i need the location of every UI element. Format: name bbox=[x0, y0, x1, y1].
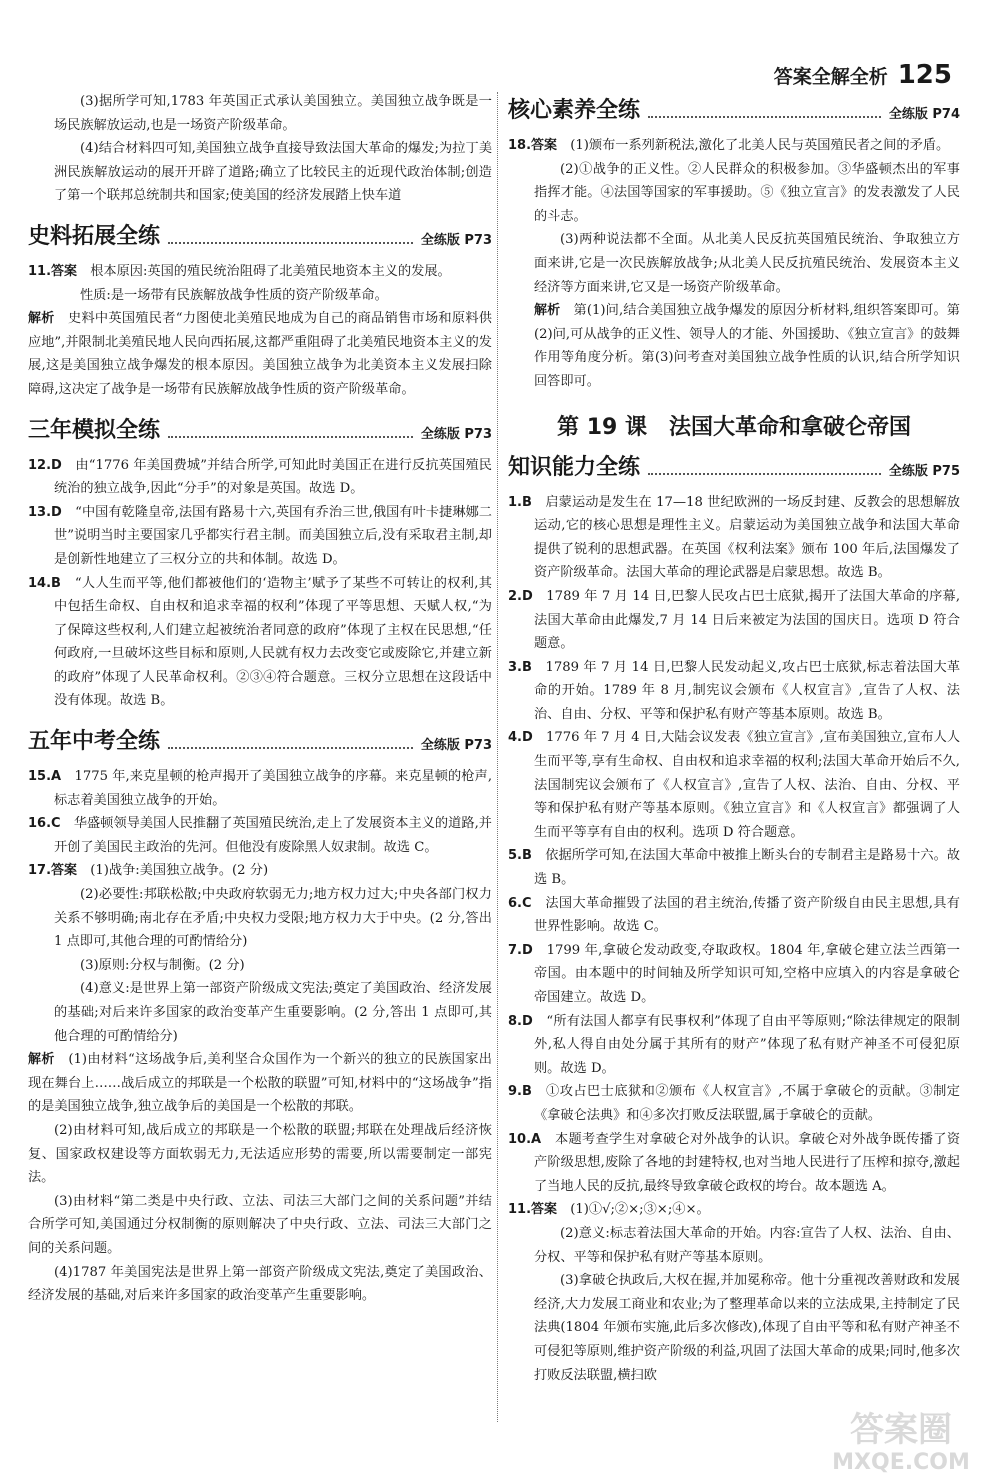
item-text: 依据所学可知,在法国大革命中被推上断头台的专制君主是路易十六。故选 B。 bbox=[534, 848, 960, 888]
analysis-text: (4)1787 年美国宪法是世界上第一部资产阶级成文宪法,奠定了美国政治、经济发展的基础,对后来许多国家的政治变革产生重要影响。 bbox=[28, 1264, 492, 1304]
item-number: 16.C bbox=[28, 816, 61, 832]
section-header bbox=[28, 410, 492, 444]
item-text: 启蒙运动是发生在 17—18 世纪欧洲的一场反封建、反教会的思想解放运动,它的核心思想是理性主义。启蒙运动为美国独立战争和法国大革命提供了锐利的思想武器。在英国《权利法案》颁布 100 年后,法国爆发了资产阶级革命。法国大革命的理论武器是启蒙思想。故选 B。 bbox=[534, 494, 960, 581]
column-divider bbox=[497, 92, 499, 1422]
analysis-text: 史料中英国殖民者“力图使北美殖民地成为自己的商品销售市场和原料供应地”,并限制北美殖民地人民向西拓展,这都严重阻碍了北美殖民地资本主义的发展,这是美国独立战争爆发的根本原因。美国独立战争为北美资本主义发展扫除障碍,这决定了战争是一场带有民族解放战争性质的资产阶级革命。 bbox=[28, 311, 492, 397]
section-leader-dots bbox=[168, 242, 413, 244]
section-leader-dots bbox=[648, 116, 881, 118]
answer-text: (4)意义:是世界上第一部资产阶级成文宪法;奠定了美国政治、经济发展的基础;对后来许多国家的政治变革产生重要影响。(2 分,答出 1 点即可,其他合理的可酌情给分) bbox=[54, 981, 492, 1044]
answer-item bbox=[508, 1080, 960, 1127]
answer-item bbox=[508, 585, 960, 656]
item-text: “中国有乾隆皇帝,法国有路易十六,英国有乔治三世,俄国有叶卡捷琳娜二世”说明当时主要国家几乎都实行君主制。而美国独立后,没有采取君主制,却是创新性地建立了三权分立的共和体制。故选 D。 bbox=[54, 504, 492, 567]
answer-item bbox=[508, 134, 960, 158]
answer-text: (2)①战争的正义性。②人民群众的积极参加。③华盛顿杰出的军事指挥才能。④法国等国家的军事援助。⑤《独立宣言》的发表激发了人民的斗志。 bbox=[534, 161, 960, 224]
watermark-url: MXQE.COM bbox=[832, 1450, 970, 1475]
answer-item bbox=[508, 939, 960, 1010]
header-title: 答案全解全析 bbox=[773, 66, 888, 88]
item-number: 17.答案 bbox=[28, 863, 78, 879]
answer-text: (2)意义:标志着法国大革命的开始。内容:宣告了人权、法治、自由、分权、平等和保护私有财产等基本原则。 bbox=[534, 1225, 960, 1265]
item-number: 12.D bbox=[28, 457, 62, 473]
item-number: 6.C bbox=[508, 895, 532, 911]
analysis bbox=[28, 1048, 492, 1119]
section-title: 知识能力全练 bbox=[508, 454, 641, 480]
item-text: 1775 年,来克星顿的枪声揭开了美国独立战争的序幕。来克星顿的枪声,标志着美国独立战争的开始。 bbox=[54, 769, 493, 808]
answer-item bbox=[508, 1010, 960, 1081]
section-leader-dots bbox=[168, 436, 413, 438]
answer-item bbox=[508, 892, 960, 939]
analysis-text: (2)由材料可知,战后成立的邦联是一个松散的联盟;邦联在处理战后经济恢复、国家政权建设等方面软弱无力,无法适应形势的需要,所以需要制定一部宪法。 bbox=[28, 1122, 492, 1186]
analysis-text: (1)由材料“这场战争后,美利坚合众国作为一个新兴的独立的民族国家出现在舞台上……战后成立的邦联是一个松散的联盟”可知,材料中的“这场战争”指的是美国独立战争,独立战争后的美国是一个松散的邦联。 bbox=[28, 1052, 492, 1115]
analysis bbox=[508, 299, 960, 393]
answer-item bbox=[28, 260, 492, 284]
right-column bbox=[508, 90, 960, 1387]
watermark-logo bbox=[806, 1403, 996, 1475]
analysis bbox=[28, 307, 492, 401]
answer-item bbox=[508, 726, 960, 844]
item-text: 本题考查学生对拿破仑对外战争的认识。拿破仑对外战争既传播了资产阶级思想,废除了各地的封建特权,也对当地人民进行了压榨和掠夺,激起了当地人民的反抗,最终导致拿破仑政权的垮台。故本题选 A。 bbox=[534, 1131, 961, 1194]
answer-item bbox=[28, 812, 492, 859]
answer-text: (3)原则:分权与制衡。(2 分) bbox=[80, 957, 245, 973]
item-text: “所有法国人都享有民事权利”体现了自由平等原则;“除法律规定的限制外,私人得自由处分属于其所有的财产”体现了私有财产神圣不可侵犯原则。故选 D。 bbox=[534, 1013, 960, 1076]
item-text: 根本原因:英国的殖民统治阻碍了北美殖民地资本主义的发展。 bbox=[90, 263, 451, 279]
left-column bbox=[28, 90, 492, 1308]
item-number: 11.答案 bbox=[28, 263, 78, 279]
analysis-label: 解析 bbox=[28, 311, 55, 327]
section-leader-dots bbox=[168, 747, 413, 749]
analysis-label: 解析 bbox=[534, 303, 561, 319]
section-tag: 全练版 P74 bbox=[888, 107, 960, 122]
section-tag: 全练版 P73 bbox=[420, 232, 492, 248]
item-number: 7.D bbox=[508, 942, 533, 958]
item-number: 10.A bbox=[508, 1131, 542, 1147]
item-text: 1776 年 7 月 4 日,大陆会议发表《独立宣言》,宣布美国独立,宣布人人生而平等,享有生命权、自由权和追求幸福的权利;法国大革命开始后不久,法国制宪议会颁布了《人权宣言》,宣告了人权、法治、自由、分权、平等和保护私有财产等基本原则。《独立宣言》和《人权宣言》都强调了人生而平等享有自由的权利。选项 D 符合题意。 bbox=[534, 730, 961, 840]
answer-item bbox=[28, 501, 492, 572]
item-number: 9.B bbox=[508, 1084, 532, 1100]
answer-list bbox=[508, 491, 960, 1199]
item-number: 8.D bbox=[508, 1013, 533, 1029]
section-title: 史料拓展全练 bbox=[28, 223, 161, 249]
answer-item bbox=[28, 572, 492, 714]
watermark-text: 答案圈 bbox=[850, 1410, 952, 1450]
item-text: “人人生而平等,他们都被他们的‘造物主’赋予了某些不可转让的权利,其中包括生命权、自由权和追求幸福的权利”体现了平等思想、天赋人权,“为了保障这些权利,人们建立起被统治者同意的政府”体现了主权在民思想,“任何政府,一旦破坏这些目标和原则,人民就有权力去改变它或废除它,并建立新的政府”体现了人民革命权利。②③④符合题意。三权分立思想在这段话中没有体现。故选 B。 bbox=[54, 575, 492, 709]
item-text: (1)①√;②×;③×;④×。 bbox=[570, 1202, 710, 1218]
answer-text: (2)必要性:邦联松散;中央政府软弱无力;地方权力过大;中央各部门权力关系不够明确;南北存在矛盾;中央权力受限;地方权力大于中央。(2 分,答出 1 点即可,其他合理的可酌情给分) bbox=[54, 887, 492, 950]
item-text: 由“1776 年美国费城”并结合所学,可知此时美国正在进行反抗英国殖民统治的独立战争,因此“分手”的对象是英国。故选 D。 bbox=[54, 457, 492, 497]
item-text: 1789 年 7 月 14 日,巴黎人民攻占巴士底狱,揭开了法国大革命的序幕,法国大革命由此爆发,7 月 14 日后来被定为法国的国庆日。选项 D 符合题意。 bbox=[534, 588, 961, 652]
answer-text: 性质:是一场带有民族解放战争性质的资产阶级革命。 bbox=[80, 287, 388, 303]
item-number: 18.答案 bbox=[508, 138, 558, 153]
analysis-text: 第(1)问,结合美国独立战争爆发的原因分析材料,组织答案即可。第(2)问,可从战争的正义性、领导人的才能、外国援助、《独立宣言》的鼓舞作用等角度分析。第(3)问考查对美国独立战争性质的认识,结合所学知识回答即可。 bbox=[534, 303, 960, 389]
item-text: (1)战争:美国独立战争。(2 分) bbox=[90, 863, 269, 879]
section-tag: 全练版 P75 bbox=[888, 463, 960, 479]
section-tag: 全练版 P73 bbox=[420, 426, 492, 442]
item-text: 1789 年 7 月 14 日,巴黎人民发动起义,攻占巴士底狱,标志着法国大革命的开始。1789 年 8 月,制宪议会颁布《人权宣言》,宣告了人权、法治、自由、分权、平等和保护私有财产等基本原则。故选 B。 bbox=[534, 659, 961, 722]
answer-item bbox=[508, 491, 960, 585]
item-text: ①攻占巴士底狱和②颁布《人权宣言》,不属于拿破仑的贡献。③制定《拿破仑法典》和④多次打败反法联盟,属于拿破仑的贡献。 bbox=[534, 1084, 960, 1123]
item-text: 法国大革命摧毁了法国的君主统治,传播了资产阶级自由民主思想,具有世界性影响。故选 C。 bbox=[534, 895, 960, 935]
answer-item bbox=[28, 859, 492, 883]
item-text: (1)颁布一系列新税法,激化了北美人民与英国殖民者之间的矛盾。 bbox=[570, 138, 950, 153]
item-text: 1799 年,拿破仑发动政变,夺取政权。1804 年,拿破仑建立法兰西第一帝国。由本题中的时间轴及所学知识可知,空格中应填入的内容是拿破仑帝国建立。故选 D。 bbox=[534, 942, 960, 1005]
item-number: 15.A bbox=[28, 769, 62, 785]
item-number: 14.B bbox=[28, 575, 61, 591]
item-number: 1.B bbox=[508, 494, 532, 510]
answer-item bbox=[508, 1198, 960, 1222]
page-header bbox=[774, 60, 952, 90]
analysis-label: 解析 bbox=[28, 1052, 55, 1068]
item-text: 华盛顿领导美国人民推翻了英国殖民统治,走上了发展资本主义的道路,并开创了美国民主政治的先河。但他没有废除黑人奴隶制。故选 C。 bbox=[54, 816, 492, 855]
item-number: 5.B bbox=[508, 848, 532, 864]
answer-text: (3)拿破仑执政后,大权在握,并加冕称帝。他十分重视改善财政和发展经济,大力发展工商业和农业;为了整理革命以来的立法成果,主持制定了民法典(1804 年颁布实施,此后多次修改),体现了自由平等和私有财产神圣不可侵犯等原则,维护资产阶级的利益,巩固了法国大革命的成果;同时,他多次打败反法联盟,横扫欧 bbox=[534, 1273, 960, 1383]
section-header bbox=[28, 216, 492, 250]
answer-item bbox=[508, 844, 960, 891]
item-number: 11.答案 bbox=[508, 1202, 558, 1218]
section-title: 核心素养全练 bbox=[508, 98, 641, 123]
answer-item bbox=[508, 1128, 960, 1199]
item-number: 2.D bbox=[508, 588, 533, 604]
item-number: 4.D bbox=[508, 730, 533, 746]
section-title: 三年模拟全练 bbox=[28, 417, 161, 443]
section-header bbox=[508, 447, 960, 481]
lesson-title: 第 19 课 法国大革命和拿破仑帝国 bbox=[557, 414, 911, 440]
item-number: 13.D bbox=[28, 504, 62, 520]
analysis-text: (3)由材料“第二类是中央行政、立法、司法三大部门之间的关系问题”并结合所学可知,美国通过分权制衡的原则解决了中央行政、立法、司法三大部门之间的关系问题。 bbox=[28, 1193, 492, 1256]
section-tag: 全练版 P73 bbox=[420, 738, 492, 754]
page-number: 125 bbox=[897, 60, 952, 90]
paragraph: (4)结合材料四可知,美国独立战争直接导致法国大革命的爆发;为拉丁美洲民族解放运动的展开开辟了道路;确立了比较民主的近现代政治体制;创造了第一个联邦总统制共和国家;使美国的经济发展踏上快车道 bbox=[54, 141, 492, 204]
section-header bbox=[508, 90, 960, 124]
item-number: 3.B bbox=[508, 659, 532, 675]
answer-item bbox=[28, 454, 492, 501]
answer-item bbox=[28, 765, 492, 812]
section-leader-dots bbox=[648, 473, 881, 475]
section-title: 五年中考全练 bbox=[28, 729, 161, 755]
paragraph: (3)据所学可知,1783 年英国正式承认美国独立。美国独立战争既是一场民族解放运动,也是一场资产阶级革命。 bbox=[54, 94, 492, 133]
section-header bbox=[28, 721, 492, 755]
answer-text: (3)两种说法都不全面。从北美人民反抗英国殖民统治、争取独立方面来讲,它是一次民族解放战争;从北美人民反抗殖民统治、发展资本主义经济等方面来讲,它又是一场资产阶级革命。 bbox=[534, 232, 960, 295]
answer-item bbox=[508, 656, 960, 727]
